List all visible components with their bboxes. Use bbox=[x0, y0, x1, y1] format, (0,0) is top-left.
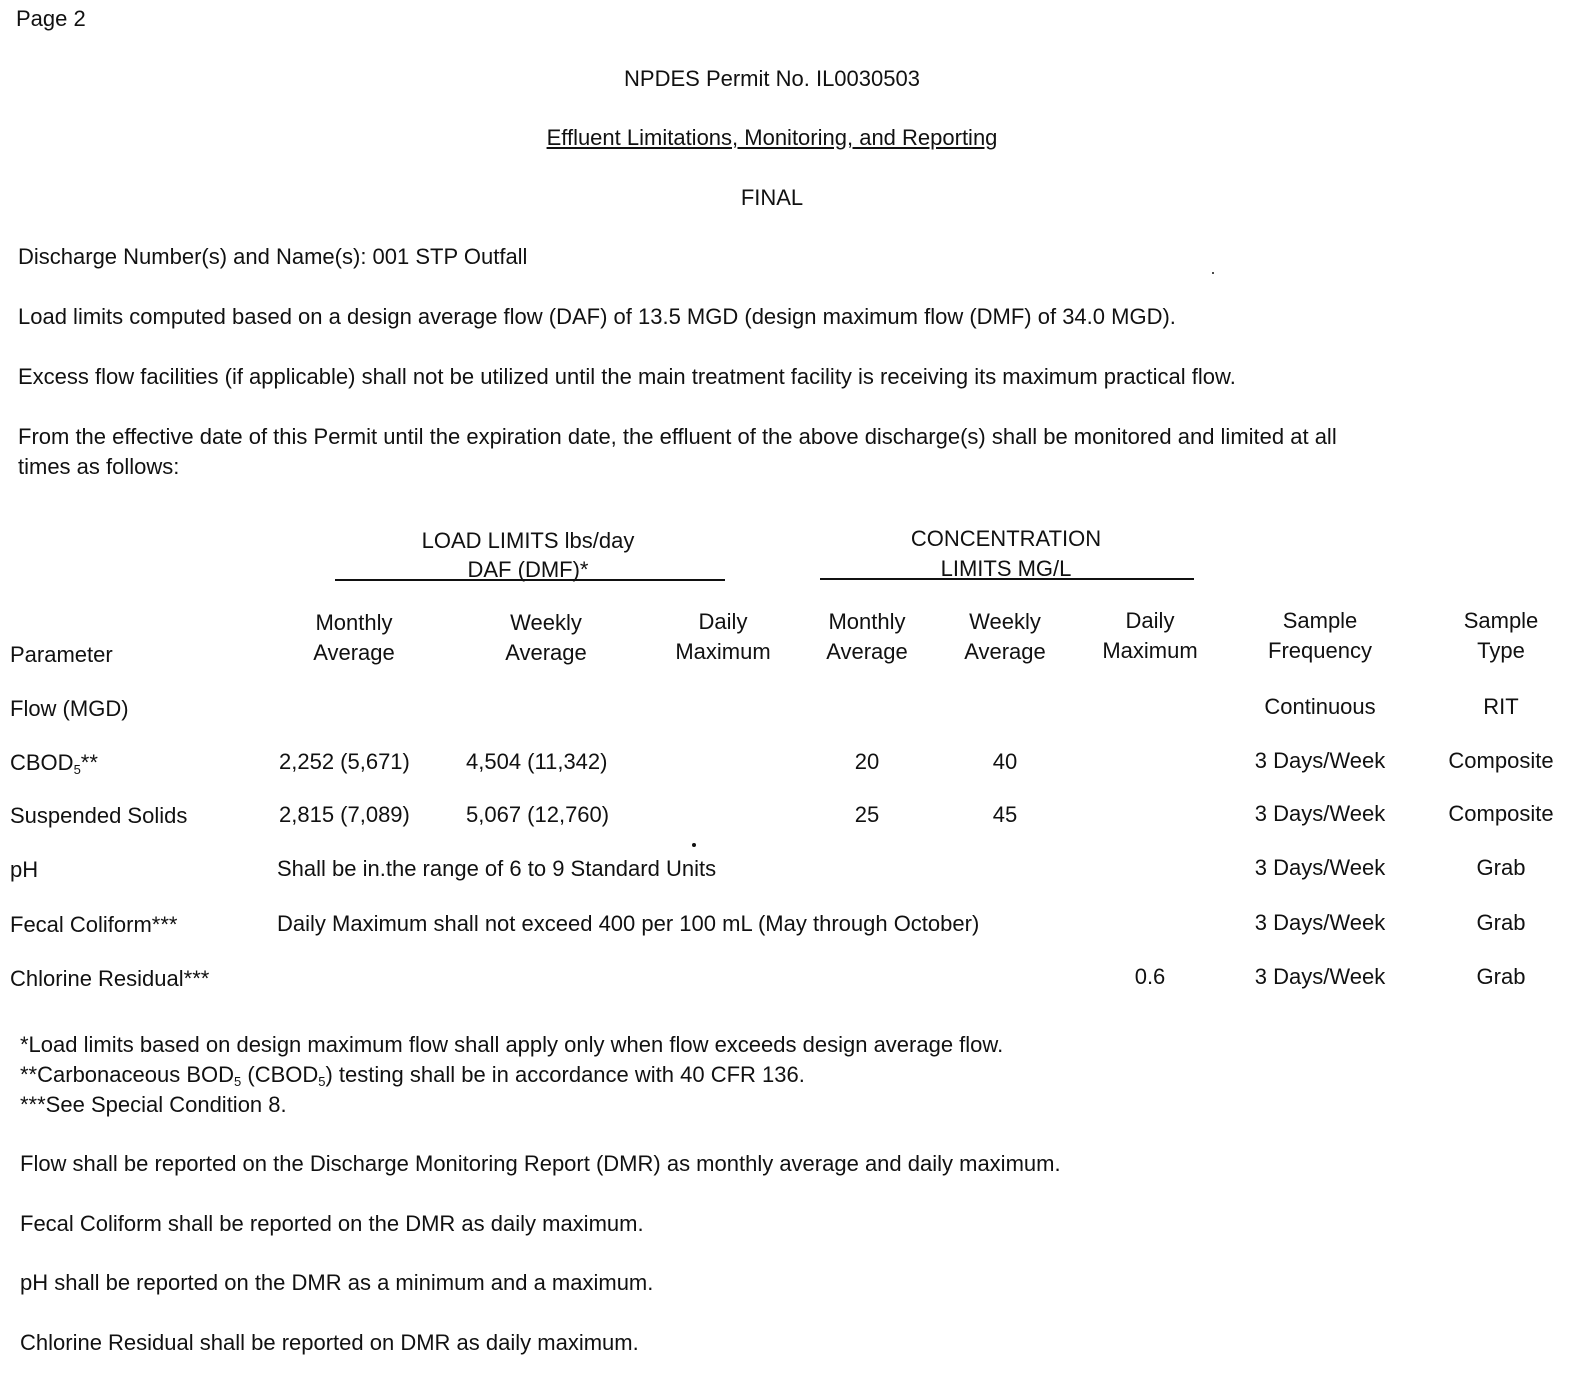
col-header-line: Average bbox=[313, 640, 395, 665]
row-ss-load-monthly: 2,815 (7,089) bbox=[279, 802, 410, 827]
effective-line-1: From the effective date of this Permit until the expiration date, the effluent of the above discharge(s) shall be monitored and limited at all bbox=[18, 424, 1337, 449]
row-flow-parameter: Flow (MGD) bbox=[10, 696, 129, 721]
concentration-subheader: LIMITS MG/L bbox=[940, 556, 1072, 581]
row-ph-frequency: 3 Days/Week bbox=[1254, 855, 1386, 880]
row-fecal-limit: Daily Maximum shall not exceed 400 per 100 mL (May through October) bbox=[277, 911, 980, 936]
param-subscript: 5 bbox=[73, 762, 81, 777]
footnote-2 bbox=[20, 1062, 805, 1087]
footnote-1: *Load limits based on design maximum flow shall apply only when flow exceeds design average flow. bbox=[20, 1032, 1004, 1057]
col-header-line: Type bbox=[1477, 638, 1525, 663]
footnote-subscript: 5 bbox=[318, 1074, 326, 1089]
row-cbod-type: Composite bbox=[1448, 748, 1554, 773]
col-header-line: Average bbox=[826, 639, 908, 664]
col-header-frequency bbox=[1240, 606, 1400, 666]
col-header-line: Average bbox=[964, 639, 1046, 664]
page-number: Page 2 bbox=[16, 6, 86, 31]
row-cbod-conc-monthly: 20 bbox=[854, 749, 880, 774]
reporting-ph: pH shall be reported on the DMR as a minimum and a maximum. bbox=[20, 1270, 654, 1295]
effective-line-2: times as follows: bbox=[18, 454, 180, 479]
footnote-3: ***See Special Condition 8. bbox=[20, 1092, 287, 1117]
row-ph-type: Grab bbox=[1476, 855, 1526, 880]
row-ss-conc-weekly: 45 bbox=[992, 802, 1018, 827]
load-limits-rule bbox=[335, 579, 725, 581]
col-header-line: Daily bbox=[698, 609, 748, 634]
load-limits-note: Load limits computed based on a design average flow (DAF) of 13.5 MGD (design maximum flow (DMF) of 34.0 MGD). bbox=[18, 304, 1176, 329]
footnote-text: ) testing shall be in accordance with 40 CFR 136. bbox=[325, 1062, 805, 1087]
col-header-load-daily bbox=[653, 607, 793, 667]
scan-speck bbox=[692, 843, 696, 847]
col-header-line: Maximum bbox=[675, 639, 771, 664]
row-chlorine-frequency: 3 Days/Week bbox=[1254, 964, 1386, 989]
discharge-line: Discharge Number(s) and Name(s): 001 STP Outfall bbox=[18, 244, 528, 269]
permit-title: NPDES Permit No. IL0030503 bbox=[624, 66, 920, 91]
param-text: CBOD bbox=[10, 750, 74, 775]
status-label: FINAL bbox=[740, 185, 804, 210]
row-cbod-parameter bbox=[10, 750, 98, 775]
col-header-line: Sample bbox=[1282, 608, 1358, 633]
param-suffix: ** bbox=[80, 750, 98, 775]
col-header-conc-daily bbox=[1080, 606, 1220, 666]
row-ph-parameter: pH bbox=[10, 857, 39, 882]
row-cbod-load-weekly: 4,504 (11,342) bbox=[466, 749, 608, 774]
row-ss-conc-monthly: 25 bbox=[854, 802, 880, 827]
row-ph-range: Shall be in.the range of 6 to 9 Standard Units bbox=[277, 856, 717, 881]
col-header-line: Monthly bbox=[828, 609, 906, 634]
load-limits-header: LOAD LIMITS lbs/day bbox=[421, 528, 635, 553]
row-flow-frequency: Continuous bbox=[1264, 694, 1376, 719]
reporting-chlorine: Chlorine Residual shall be reported on DMR as daily maximum. bbox=[20, 1330, 639, 1355]
col-header-load-monthly bbox=[284, 608, 424, 668]
footnote-text: (CBOD bbox=[241, 1062, 319, 1087]
reporting-flow: Flow shall be reported on the Discharge Monitoring Report (DMR) as monthly average and daily maximum. bbox=[20, 1151, 1061, 1176]
row-chlorine-parameter: Chlorine Residual*** bbox=[10, 966, 210, 991]
row-ss-frequency: 3 Days/Week bbox=[1254, 801, 1386, 826]
footnote-subscript: 5 bbox=[234, 1074, 242, 1089]
col-header-conc-weekly bbox=[935, 607, 1075, 667]
row-fecal-parameter: Fecal Coliform*** bbox=[10, 912, 178, 937]
load-limits-subheader: DAF (DMF)* bbox=[467, 557, 589, 582]
row-ss-load-weekly: 5,067 (12,760) bbox=[466, 802, 610, 827]
col-header-line: Daily bbox=[1125, 608, 1175, 633]
col-header-line: Weekly bbox=[510, 610, 582, 635]
concentration-header: CONCENTRATION bbox=[910, 526, 1102, 551]
concentration-rule bbox=[820, 578, 1194, 580]
row-ss-type: Composite bbox=[1448, 801, 1554, 826]
row-cbod-frequency: 3 Days/Week bbox=[1254, 748, 1386, 773]
col-header-type bbox=[1436, 606, 1566, 666]
col-header-line: Maximum bbox=[1102, 638, 1198, 663]
col-header-line: Frequency bbox=[1268, 638, 1372, 663]
col-header-line: Weekly bbox=[969, 609, 1041, 634]
col-header-line: Sample bbox=[1463, 608, 1539, 633]
col-header-conc-monthly bbox=[797, 607, 937, 667]
row-cbod-load-monthly: 2,252 (5,671) bbox=[279, 749, 410, 774]
row-flow-type: RIT bbox=[1483, 694, 1519, 719]
row-fecal-frequency: 3 Days/Week bbox=[1254, 910, 1386, 935]
row-cbod-conc-weekly: 40 bbox=[992, 749, 1018, 774]
excess-flow-note: Excess flow facilities (if applicable) shall not be utilized until the main treatment facility is receiving its maximum practical flow. bbox=[18, 364, 1236, 389]
section-title: Effluent Limitations, Monitoring, and Reporting bbox=[546, 125, 998, 150]
row-chlorine-conc-daily: 0.6 bbox=[1134, 964, 1166, 989]
footnote-text: **Carbonaceous BOD bbox=[20, 1062, 235, 1087]
row-chlorine-type: Grab bbox=[1476, 964, 1526, 989]
col-header-line: Average bbox=[505, 640, 587, 665]
col-header-load-weekly bbox=[476, 608, 616, 668]
row-ss-parameter: Suspended Solids bbox=[10, 803, 188, 828]
row-fecal-type: Grab bbox=[1476, 910, 1526, 935]
col-header-line: Monthly bbox=[315, 610, 393, 635]
scan-speck bbox=[1212, 272, 1214, 274]
reporting-fecal: Fecal Coliform shall be reported on the DMR as daily maximum. bbox=[20, 1211, 644, 1236]
col-header-parameter: Parameter bbox=[10, 642, 113, 667]
